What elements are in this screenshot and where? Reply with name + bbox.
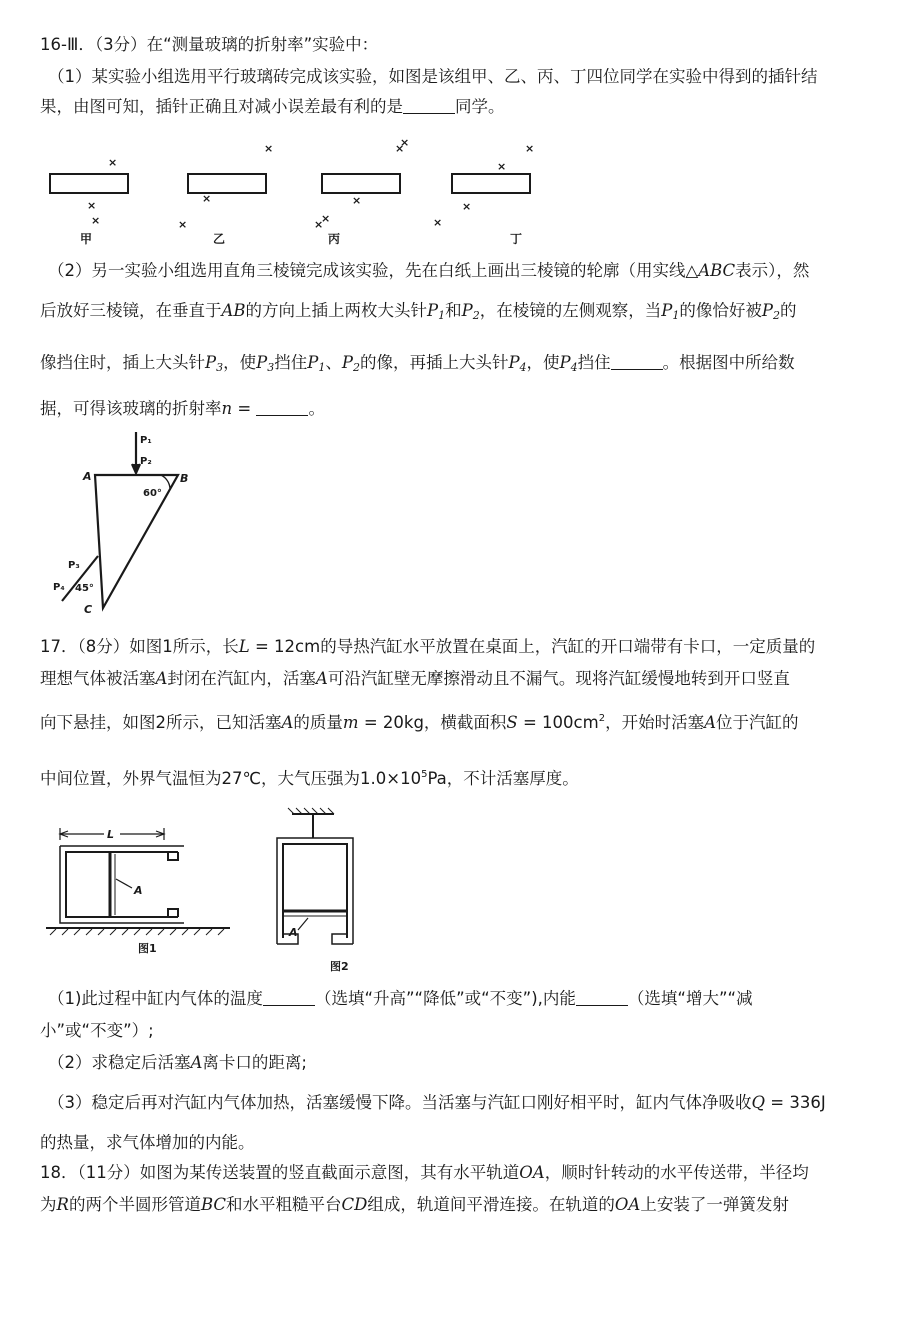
label-p4: P₄ — [53, 582, 65, 593]
svg-text:×: × — [87, 199, 97, 212]
glass-block-yi — [188, 174, 266, 193]
q16-part2-line3: 像挡住时，插上大头针$P_3$，使$P_3$挡住$P_1$、$P_2$的像，再插上大头针$P_4$，使$P_4$挡住 。根据图中所给数 — [40, 353, 795, 374]
q17-sub1-line2: 小”或“不变”）; — [40, 1021, 154, 1040]
q17-line4: 中间位置，外界气温恒为27℃，大气压强为$1.0\times 10^5Pa$，不计活塞厚度。 — [40, 769, 579, 788]
svg-text:×: × — [264, 142, 274, 155]
q17-line3: 向下悬挂，如图2所示，已知活塞A的质量m = 20kg，横截面积$S = 100cm^2$，开始时活塞A位于汽缸的 — [40, 713, 799, 732]
right-prism-figure — [40, 428, 200, 618]
answer-blank — [611, 355, 663, 370]
parallel-glass-block-figure — [40, 132, 540, 250]
label-piston-a: A — [134, 884, 143, 897]
cylinder-horizontal-figure — [40, 812, 240, 962]
q16-part2-line4: 据，可得该玻璃的折射率n = 。 — [40, 399, 325, 418]
label-piston-a: A — [289, 926, 298, 939]
label-p2: P₂ — [140, 456, 152, 467]
svg-text:×: × — [433, 216, 443, 229]
cylinder-wall — [283, 844, 347, 938]
svg-text:×: × — [352, 194, 362, 207]
cylinder-hanging-figure — [270, 806, 390, 976]
svg-text:×: × — [314, 218, 324, 231]
label-angle-45: 45° — [75, 583, 94, 594]
svg-text:×: × — [525, 142, 535, 155]
prism-triangle-abc — [95, 475, 178, 608]
label-p1: P₁ — [140, 435, 152, 446]
q16-heading: 16-Ⅲ．（3分）在“测量玻璃的折射率”实验中： — [40, 35, 379, 54]
q17-line1: 17．（8分）如图1所示，长L = 12cm的导热汽缸水平放置在桌面上，汽缸的开口端带有卡口，一定质量的 — [40, 637, 816, 656]
q16-part1-line2: 果，由图可知，插针正确且对减小误差最有利的是 同学。 — [40, 97, 505, 116]
glass-block-bing — [322, 174, 400, 193]
q17-sub2: （2）求稳定后活塞A离卡口的距离; — [48, 1053, 307, 1072]
label-c: C — [84, 603, 93, 616]
q18-line1: 18．（11分）如图为某传送装置的竖直截面示意图，其有水平轨道OA，顺时针转动的水平传送带，半径均 — [40, 1163, 809, 1182]
svg-text:×: × — [321, 212, 331, 225]
glass-block-jia — [50, 174, 128, 193]
label-ding: 丁 — [510, 232, 523, 246]
label-p3: P₃ — [68, 560, 80, 571]
q17-sub3-line2: 的热量，求气体增加的内能。 — [40, 1133, 255, 1152]
q17-sub3-line1: （3）稳定后再对汽缸内气体加热，活塞缓慢下降。当活塞与汽缸口刚好相平时，缸内气体净吸收Q = 336J — [48, 1093, 826, 1112]
q18-line2: 为R的两个半圆形管道BC和水平粗糙平台CD组成，轨道间平滑连接。在轨道的OA上安装了一弹簧发射 — [40, 1195, 789, 1214]
label-jia: 甲 — [80, 232, 93, 246]
svg-text:×: × — [462, 200, 472, 213]
svg-text:×: × — [497, 160, 507, 173]
q17-line2: 理想气体被活塞A封闭在汽缸内，活塞A可沿汽缸壁无摩擦滑动且不漏气。现将汽缸缓慢地转到开口竖直 — [40, 669, 790, 688]
answer-blank — [576, 991, 628, 1006]
q16-part2-line1: （2）另一实验小组选用直角三棱镜完成该实验，先在白纸上画出三棱镜的轮廓（用实线△ABC表示），然 — [48, 261, 810, 280]
label-angle-60: 60° — [143, 488, 162, 499]
label-a: A — [83, 470, 92, 483]
fig1-caption: 图1 — [138, 942, 157, 955]
q16-part2-line2: 后放好三棱镜，在垂直于AB的方向上插上两枚大头针$P_1$和$P_2$，在棱镜的左侧观察，当$P_1$的像恰好被$P_2$的 — [40, 301, 797, 322]
label-yi: 乙 — [213, 232, 226, 246]
q17-sub1-line1: （1)此过程中缸内气体的温度 （选填“升高”“降低”或“不变”),内能 （选填“增大”“减 — [48, 989, 753, 1008]
label-bing: 丙 — [328, 232, 341, 246]
svg-text:×: × — [108, 156, 118, 169]
label-b: B — [180, 472, 189, 485]
label-length-l: L — [107, 828, 115, 841]
answer-blank — [263, 991, 315, 1006]
svg-text:×: × — [400, 136, 410, 149]
fig2-caption: 图2 — [330, 960, 349, 973]
svg-text:×: × — [202, 192, 212, 205]
q16-part1-line1: （1）某实验小组选用平行玻璃砖完成该实验，如图是该组甲、乙、丙、丁四位同学在实验中得到的插针结 — [48, 67, 818, 86]
svg-text:×: × — [91, 214, 101, 227]
answer-blank — [403, 99, 455, 114]
svg-text:×: × — [178, 218, 188, 231]
svg-text:×: × — [395, 142, 405, 155]
answer-blank — [256, 401, 308, 416]
glass-block-ding — [452, 174, 530, 193]
cylinder-wall — [66, 852, 178, 917]
